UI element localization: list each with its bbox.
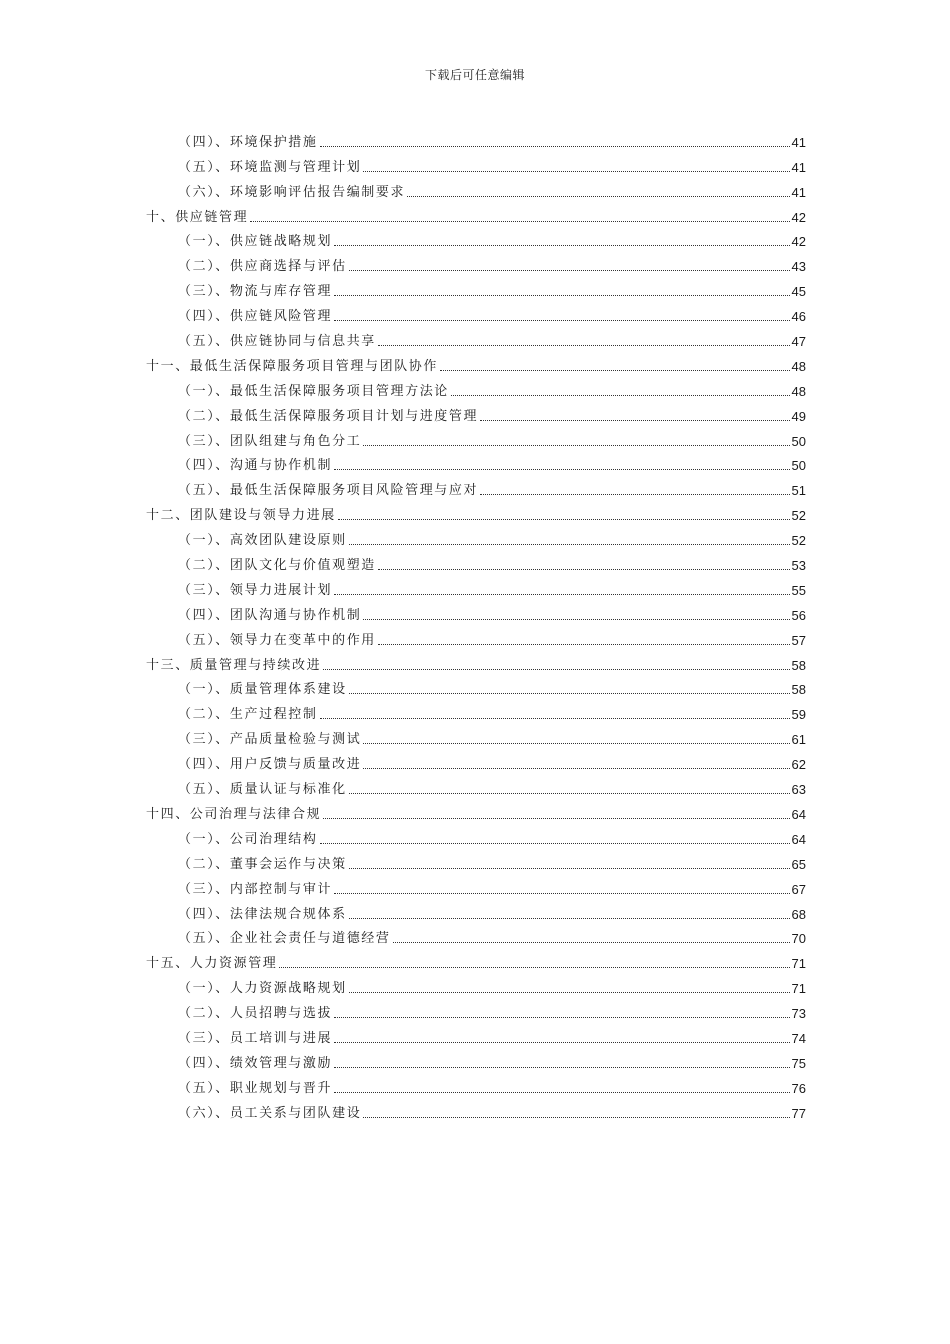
toc-entry-title: 十四、公司治理与法律合规 — [146, 806, 322, 822]
toc-entry-title: （三）、团队组建与角色分工 — [178, 433, 362, 449]
toc-page-number: 76 — [791, 1080, 806, 1096]
toc-page-number: 65 — [791, 856, 806, 872]
toc-entry-title: （三）、员工培训与进展 — [178, 1030, 333, 1046]
toc-dot-leader — [349, 692, 790, 694]
toc-dot-leader — [349, 867, 790, 869]
toc-section-entry[interactable] — [146, 151, 806, 176]
toc-entry-title: （五）、环境监测与管理计划 — [178, 159, 362, 175]
toc-page-number: 75 — [791, 1055, 806, 1071]
toc-section-entry[interactable] — [146, 972, 806, 997]
toc-page-number: 77 — [791, 1105, 806, 1121]
toc-page-number: 42 — [791, 209, 806, 225]
toc-section-entry[interactable] — [146, 848, 806, 873]
toc-section-entry[interactable] — [146, 524, 806, 549]
table-of-contents — [146, 126, 806, 1122]
toc-dot-leader — [363, 1116, 789, 1118]
toc-entry-title: （四）、团队沟通与协作机制 — [178, 607, 362, 623]
toc-section-entry[interactable] — [146, 226, 806, 251]
toc-page-number: 61 — [791, 732, 806, 748]
toc-entry-title: （五）、供应链协同与信息共享 — [178, 334, 376, 350]
toc-section-entry[interactable] — [146, 375, 806, 400]
toc-page-number: 52 — [791, 508, 806, 524]
toc-dot-leader — [378, 344, 790, 346]
toc-entry-title: （三）、产品质量检验与测试 — [178, 732, 362, 748]
toc-dot-leader — [320, 145, 790, 147]
toc-entry-title: （二）、人员招聘与选拔 — [178, 1006, 333, 1022]
toc-dot-leader — [349, 543, 790, 545]
toc-dot-leader — [334, 1066, 789, 1068]
toc-entry-title: （三）、领导力进展计划 — [178, 582, 333, 598]
toc-section-entry[interactable] — [146, 1072, 806, 1097]
toc-page-number: 70 — [791, 931, 806, 947]
toc-dot-leader — [480, 419, 789, 421]
toc-page-number: 63 — [791, 782, 806, 798]
toc-entry-title: （三）、内部控制与审计 — [178, 881, 333, 897]
toc-page-number: 52 — [791, 533, 806, 549]
toc-dot-leader — [334, 593, 789, 595]
toc-page-number: 57 — [791, 632, 806, 648]
toc-chapter-entry[interactable] — [146, 649, 806, 674]
toc-page-number: 48 — [791, 383, 806, 399]
toc-page-number: 71 — [791, 956, 806, 972]
toc-dot-leader — [349, 991, 790, 993]
toc-page-number: 56 — [791, 607, 806, 623]
toc-dot-leader — [320, 717, 790, 719]
toc-dot-leader — [363, 444, 789, 446]
toc-dot-leader — [334, 1016, 789, 1018]
toc-page-number: 67 — [791, 881, 806, 897]
toc-chapter-entry[interactable] — [146, 201, 806, 226]
toc-entry-title: （二）、董事会运作与决策 — [178, 856, 347, 872]
toc-entry-title: （一）、人力资源战略规划 — [178, 981, 347, 997]
toc-page-number: 41 — [791, 184, 806, 200]
toc-page-number: 73 — [791, 1006, 806, 1022]
toc-section-entry[interactable] — [146, 748, 806, 773]
toc-page-number: 47 — [791, 334, 806, 350]
toc-page-number: 58 — [791, 682, 806, 698]
toc-entry-title: 十五、人力资源管理 — [146, 956, 278, 972]
toc-entry-title: （一）、质量管理体系建设 — [178, 682, 347, 698]
toc-section-entry[interactable] — [146, 773, 806, 798]
toc-section-entry[interactable] — [146, 898, 806, 923]
toc-entry-title: （二）、最低生活保障服务项目计划与进度管理 — [178, 408, 479, 424]
toc-section-entry[interactable] — [146, 698, 806, 723]
toc-section-entry[interactable] — [146, 674, 806, 699]
toc-entry-title: （二）、生产过程控制 — [178, 707, 318, 723]
toc-page-number: 50 — [791, 458, 806, 474]
toc-entry-title: （五）、企业社会责任与道德经营 — [178, 931, 391, 947]
toc-section-entry[interactable] — [146, 599, 806, 624]
toc-section-entry[interactable] — [146, 574, 806, 599]
toc-section-entry[interactable] — [146, 126, 806, 151]
toc-section-entry[interactable] — [146, 1097, 806, 1122]
toc-page-number: 53 — [791, 558, 806, 574]
toc-section-entry[interactable] — [146, 250, 806, 275]
toc-page-number: 59 — [791, 707, 806, 723]
toc-dot-leader — [363, 618, 789, 620]
toc-dot-leader — [320, 842, 790, 844]
toc-dot-leader — [334, 244, 789, 246]
toc-dot-leader — [323, 817, 789, 819]
toc-section-entry[interactable] — [146, 474, 806, 499]
toc-dot-leader — [349, 917, 790, 919]
toc-page-number: 55 — [791, 582, 806, 598]
toc-entry-title: （四）、绩效管理与激励 — [178, 1055, 333, 1071]
toc-entry-title: （四）、沟通与协作机制 — [178, 458, 333, 474]
toc-section-entry[interactable] — [146, 325, 806, 350]
toc-entry-title: （一）、高效团队建设原则 — [178, 533, 347, 549]
toc-entry-title: （五）、质量认证与标准化 — [178, 782, 347, 798]
toc-entry-title: （六）、员工关系与团队建设 — [178, 1105, 362, 1121]
toc-section-entry[interactable] — [146, 823, 806, 848]
toc-entry-title: （五）、领导力在变革中的作用 — [178, 632, 376, 648]
toc-section-entry[interactable] — [146, 723, 806, 748]
toc-entry-title: （三）、物流与库存管理 — [178, 284, 333, 300]
toc-dot-leader — [338, 518, 790, 520]
page-header: 下载后可任意编辑 — [424, 68, 525, 82]
toc-entry-title: （五）、最低生活保障服务项目风险管理与应对 — [178, 483, 479, 499]
toc-entry-title: （四）、法律法规合规体系 — [178, 906, 347, 922]
toc-dot-leader — [451, 394, 790, 396]
toc-dot-leader — [480, 493, 789, 495]
toc-section-entry[interactable] — [146, 873, 806, 898]
toc-page-number: 50 — [791, 433, 806, 449]
toc-section-entry[interactable] — [146, 450, 806, 475]
toc-entry-title: 十、供应链管理 — [146, 209, 249, 225]
toc-dot-leader — [363, 742, 789, 744]
toc-entry-title: （四）、环境保护措施 — [178, 134, 318, 150]
toc-section-entry[interactable] — [146, 425, 806, 450]
toc-dot-leader — [378, 643, 790, 645]
toc-dot-leader — [334, 319, 789, 321]
toc-dot-leader — [334, 1091, 789, 1093]
toc-section-entry[interactable] — [146, 1047, 806, 1072]
toc-page-number: 46 — [791, 309, 806, 325]
toc-entry-title: （二）、供应商选择与评估 — [178, 259, 347, 275]
toc-section-entry[interactable] — [146, 549, 806, 574]
toc-page-number: 64 — [791, 806, 806, 822]
toc-section-entry[interactable] — [146, 923, 806, 948]
toc-page-number: 71 — [791, 981, 806, 997]
toc-section-entry[interactable] — [146, 400, 806, 425]
toc-dot-leader — [349, 269, 790, 271]
toc-page-number: 74 — [791, 1030, 806, 1046]
toc-dot-leader — [407, 195, 789, 197]
toc-dot-leader — [378, 568, 790, 570]
toc-section-entry[interactable] — [146, 176, 806, 201]
toc-page-number: 42 — [791, 234, 806, 250]
toc-page-number: 41 — [791, 159, 806, 175]
toc-chapter-entry[interactable] — [146, 350, 806, 375]
toc-page-number: 49 — [791, 408, 806, 424]
toc-entry-title: 十二、团队建设与领导力进展 — [146, 508, 336, 524]
toc-page-number: 48 — [791, 358, 806, 374]
toc-entry-title: （二）、团队文化与价值观塑造 — [178, 558, 376, 574]
toc-entry-title: （五）、职业规划与晋升 — [178, 1080, 333, 1096]
toc-page-number: 45 — [791, 284, 806, 300]
toc-section-entry[interactable] — [146, 1022, 806, 1047]
toc-section-entry[interactable] — [146, 624, 806, 649]
toc-entry-title: （一）、供应链战略规划 — [178, 234, 333, 250]
toc-dot-leader — [323, 668, 789, 670]
toc-dot-leader — [334, 892, 789, 894]
toc-entry-title: （四）、供应链风险管理 — [178, 309, 333, 325]
toc-entry-title: （四）、用户反馈与质量改进 — [178, 757, 362, 773]
toc-dot-leader — [363, 170, 789, 172]
toc-page-number: 62 — [791, 757, 806, 773]
toc-entry-title: （六）、环境影响评估报告编制要求 — [178, 184, 406, 200]
toc-dot-leader — [363, 767, 789, 769]
toc-entry-title: （一）、最低生活保障服务项目管理方法论 — [178, 383, 449, 399]
toc-dot-leader — [279, 966, 789, 968]
toc-chapter-entry[interactable] — [146, 499, 806, 524]
toc-section-entry[interactable] — [146, 997, 806, 1022]
toc-entry-title: 十三、质量管理与持续改进 — [146, 657, 322, 673]
toc-dot-leader — [440, 369, 790, 371]
toc-page-number: 64 — [791, 831, 806, 847]
toc-section-entry[interactable] — [146, 275, 806, 300]
toc-page-number: 43 — [791, 259, 806, 275]
toc-section-entry[interactable] — [146, 300, 806, 325]
toc-dot-leader — [250, 220, 789, 222]
toc-page-number: 58 — [791, 657, 806, 673]
toc-entry-title: 十一、最低生活保障服务项目管理与团队协作 — [146, 358, 439, 374]
toc-page-number: 68 — [791, 906, 806, 922]
toc-dot-leader — [334, 468, 789, 470]
toc-chapter-entry[interactable] — [146, 947, 806, 972]
toc-chapter-entry[interactable] — [146, 798, 806, 823]
toc-page-number: 51 — [791, 483, 806, 499]
toc-dot-leader — [334, 294, 789, 296]
toc-page-number: 41 — [791, 134, 806, 150]
toc-entry-title: （一）、公司治理结构 — [178, 831, 318, 847]
toc-dot-leader — [334, 1041, 789, 1043]
toc-dot-leader — [349, 792, 790, 794]
toc-dot-leader — [393, 941, 790, 943]
